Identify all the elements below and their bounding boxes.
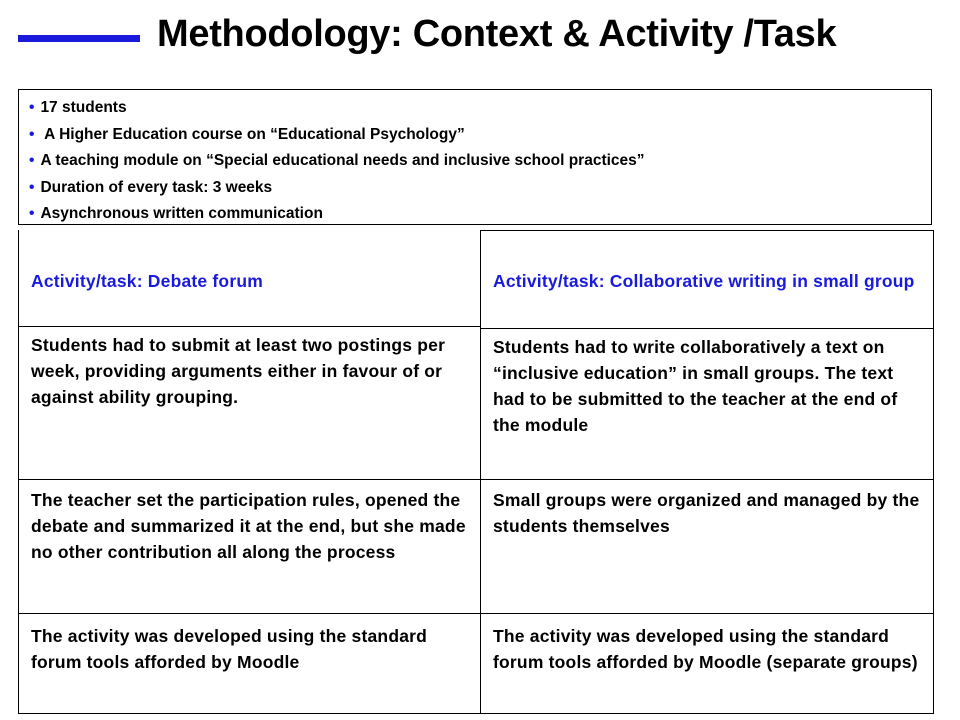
debate-header-cell xyxy=(19,268,480,294)
row-divider xyxy=(481,230,933,231)
debate-column xyxy=(18,230,480,714)
collab-row-1: Students had to write collaboratively a text on “inclusive education” in small groups. The text had to be submitted to the teacher at the end of the module xyxy=(493,337,898,435)
bullet-icon: • xyxy=(29,178,35,196)
bullet-icon: • xyxy=(29,125,35,143)
page-title: Methodology: Context & Activity /Task xyxy=(157,13,837,55)
debate-row-3: The activity was developed using the standard forum tools afforded by Moodle xyxy=(31,626,428,672)
row-divider xyxy=(481,479,933,480)
debate-row-1: Students had to submit at least two postings per week, providing arguments either in favour of or against ability grouping. xyxy=(31,335,446,407)
collab-header-cell xyxy=(481,268,933,294)
row-divider xyxy=(481,613,933,614)
row-divider xyxy=(481,713,933,714)
collab-row-2: Small groups were organized and managed by the students themselves xyxy=(493,490,920,536)
debate-row-2: The teacher set the participation rules, opened the debate and summarized it at the end, but she made no other contribution all along the process xyxy=(31,490,466,562)
context-list xyxy=(29,95,921,228)
collab-column xyxy=(480,230,934,714)
row-divider xyxy=(481,328,933,329)
debate-header: Activity/task: Debate forum xyxy=(31,271,263,291)
row-divider xyxy=(19,479,480,480)
context-item: • 17 students xyxy=(29,99,127,116)
context-item: • A Higher Education course on “Educational Psychology” xyxy=(29,125,465,143)
context-box xyxy=(18,89,932,225)
bullet-icon: • xyxy=(29,205,35,222)
row-divider xyxy=(19,713,480,714)
collab-header: Activity/task: Collaborative writing in small group xyxy=(493,271,915,291)
context-item: • A teaching module on “Special educational needs and inclusive school practices” xyxy=(29,152,645,169)
context-item: • Duration of every task: 3 weeks xyxy=(29,178,273,196)
row-divider xyxy=(19,613,480,614)
bullet-icon: • xyxy=(29,99,35,116)
context-item: • Asynchronous written communication xyxy=(29,205,323,222)
title-accent-bar xyxy=(18,35,140,42)
row-divider xyxy=(19,326,480,327)
bullet-icon: • xyxy=(29,152,35,169)
collab-row-3: The activity was developed using the standard forum tools afforded by Moodle (separate groups) xyxy=(493,626,918,672)
